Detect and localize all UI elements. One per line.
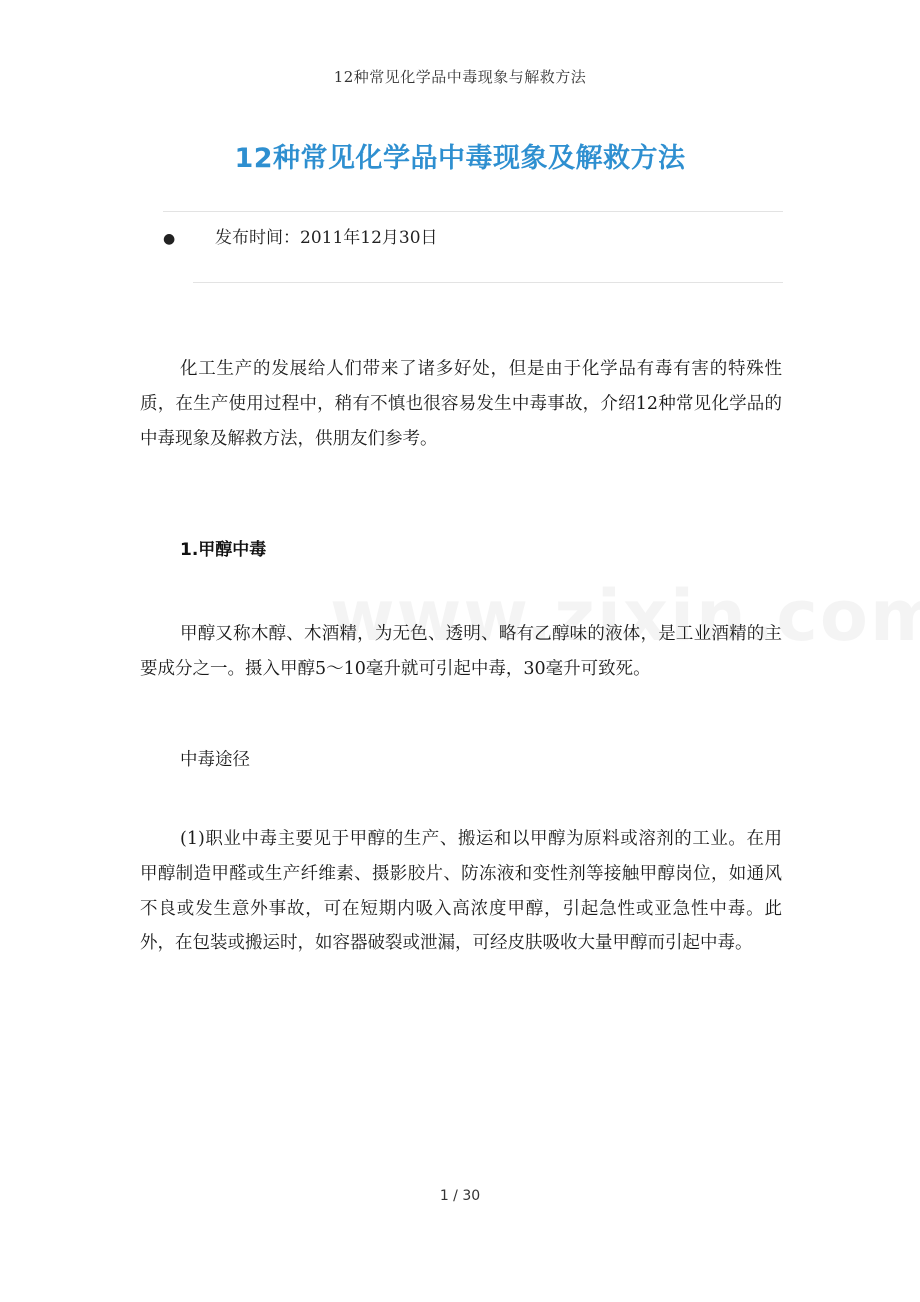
publish-date: 发布时间：2011年12月30日 bbox=[215, 228, 438, 248]
methanol-description: 甲醇又称木醇、木酒精，为无色、透明、略有乙醇味的液体，是工业酒精的主要成分之一。摄入甲醇5～10毫升就可引起中毒，30毫升可致死。 bbox=[140, 624, 782, 679]
pathway-paragraph: (1)职业中毒主要见于甲醇的生产、搬运和以甲醇为原料或溶剂的工业。在用甲醇制造甲醛或生产纤维素、摄影胶片、防冻液和变性剂等接触甲醇岗位，如通风不良或发生意外事故，可在短期内吸入高浓度甲醇，引起急性或亚急性中毒。此外，在包装或搬运时，如容器破裂或泄漏，可经皮肤吸收大量甲醇而引起中毒。 bbox=[140, 829, 782, 954]
intro-paragraph: 化工生产的发展给人们带来了诸多好处，但是由于化学品有毒有害的特殊性质，在生产使用过程中，稍有不慎也很容易发生中毒事故，介绍12种常见化学品的中毒现象及解救方法，供朋友们参考。 bbox=[140, 359, 782, 449]
divider-top bbox=[163, 211, 783, 212]
poisoning-pathway-heading: 中毒途径 bbox=[180, 750, 250, 770]
section-heading-methanol: 1.甲醇中毒 bbox=[180, 540, 267, 560]
bullet-icon: ● bbox=[163, 231, 176, 247]
running-header: 12种常见化学品中毒现象与解救方法 bbox=[333, 68, 587, 86]
document-title: 12种常见化学品中毒现象及解救方法 bbox=[234, 143, 686, 174]
page-indicator: 1 / 30 bbox=[439, 1188, 481, 1204]
divider-bottom bbox=[193, 282, 783, 283]
